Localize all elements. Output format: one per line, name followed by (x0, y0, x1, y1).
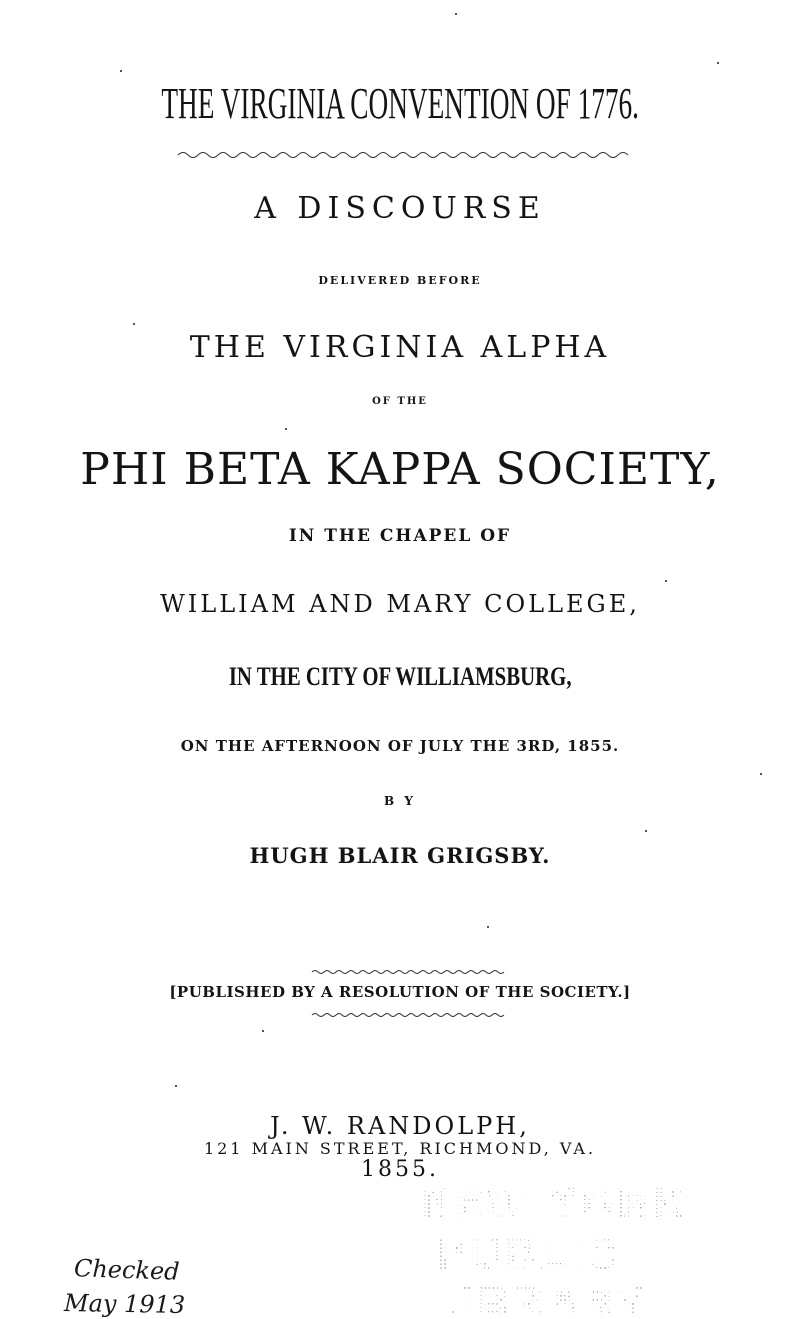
date-line: ON THE AFTERNOON OF JULY THE 3RD, 1855. (180, 737, 620, 755)
virginia-alpha-heading: THE VIRGINIA ALPHA (189, 330, 611, 365)
scan-speck (487, 926, 489, 928)
scan-speck (120, 70, 122, 72)
society-heading: PHI BETA KAPPA SOCIETY, (80, 444, 720, 495)
scan-speck (285, 428, 287, 430)
college-line: WILLIAM AND MARY COLLEGE, (160, 590, 640, 618)
by-label: B Y (384, 794, 416, 808)
publisher-address: 121 MAIN STREET, RICHMOND, VA. (203, 1139, 597, 1158)
header-title: THE VIRGINIA CONVENTION OF 1776. (161, 79, 639, 128)
header-ornament-rule (178, 148, 628, 162)
handwritten-checked: Checked (73, 1254, 181, 1286)
chapel-line: IN THE CHAPEL OF (288, 526, 512, 546)
scan-speck (455, 13, 457, 15)
scan-speck (760, 773, 762, 775)
scan-speck (133, 323, 135, 325)
city-line: IN THE CITY OF WILLIAMSBURG, (228, 662, 572, 691)
publisher-name: J. W. RANDOLPH, (270, 1112, 530, 1140)
publication-year: 1855. (361, 1157, 439, 1182)
scan-speck (665, 580, 667, 582)
library-perforation-stamp (420, 1175, 690, 1315)
scan-speck (262, 1030, 264, 1032)
note-top-ornament (312, 968, 504, 976)
scan-speck (645, 830, 647, 832)
note-bottom-ornament (312, 1011, 504, 1019)
scan-speck (175, 1085, 177, 1087)
scan-speck (717, 62, 719, 64)
publication-note: [PUBLISHED BY A RESOLUTION OF THE SOCIETY.] (169, 983, 631, 1001)
delivered-before-label: DELIVERED BEFORE (318, 274, 482, 287)
author-name: HUGH BLAIR GRIGSBY. (249, 843, 551, 868)
stamp-line-2: PUBLIC (437, 1232, 623, 1276)
handwritten-date: May 1913 (63, 1288, 186, 1319)
discourse-heading: A DISCOURSE (254, 191, 546, 226)
stamp-line-3: LIBRARY (430, 1280, 650, 1315)
of-the-label: OF THE (372, 396, 428, 407)
stamp-line-1: NEW YORK (421, 1182, 689, 1226)
